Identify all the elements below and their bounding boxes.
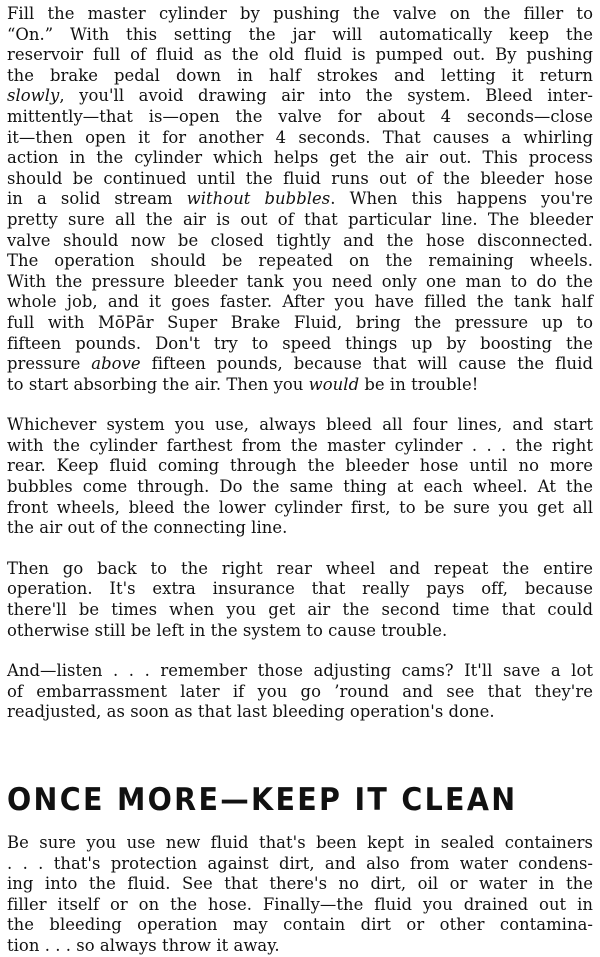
paragraph-repeat-operation (7, 559, 593, 641)
text-line: valve should now be closed tightly and the hose disconnected. (7, 230, 593, 250)
text-line: there'll be times when you get air the second time that could (7, 600, 593, 620)
text-line: of embarrassment later if you go ’round and see that they're (7, 681, 593, 701)
text-line: slowly, you'll avoid drawing air into the system. Bleed inter- (7, 86, 593, 106)
text-line: in a solid stream without bubbles. When this happens you're (7, 189, 593, 209)
text-line: full with MōPār Super Brake Fluid, bring the pressure up to (7, 312, 593, 332)
text-line: Fill the master cylinder by pushing the valve on the filler to (7, 4, 593, 23)
text-line: The operation should be repeated on the remaining wheels. (7, 251, 593, 271)
text-line: whole job, and it goes faster. After you have filled the tank half (7, 292, 593, 312)
paragraph-keep-clean (7, 833, 593, 957)
text-line: the brake pedal down in half strokes and letting it return (7, 65, 593, 85)
text-line: pressure above fifteen pounds, because that will cause the fluid (7, 354, 593, 374)
text-line: And—listen . . . remember those adjusting cams? It'll save a lot (7, 661, 593, 681)
emphasized-word: above (91, 354, 141, 374)
text-line: it—then open it for another 4 seconds. That causes a whirling (7, 127, 593, 147)
document-page (7, 4, 593, 957)
paragraph-gap (7, 395, 593, 415)
text-line: Be sure you use new fluid that's been kept in sealed containers (7, 833, 593, 852)
text-line: should be continued until the fluid runs out of the bleeder hose (7, 168, 593, 188)
paragraph-gap (7, 539, 593, 559)
text-line: With the pressure bleeder tank you need only one man to do the (7, 271, 593, 291)
text-line: pretty sure all the air is out of that particular line. The bleeder (7, 209, 593, 229)
text-line: otherwise still be left in the system to cause trouble. (7, 620, 448, 640)
text-line: . . . that's protection against dirt, and also from water condens- (7, 853, 593, 873)
text-line: front wheels, bleed the lower cylinder first, to be sure you get all (7, 497, 593, 517)
text-line: to start absorbing the air. Then you would be in trouble! (7, 374, 479, 394)
section-heading: ONCE MORE—KEEP IT CLEAN (7, 782, 518, 818)
paragraph-bleeding-procedure (7, 4, 593, 395)
text-line: tion . . . so always throw it away. (7, 935, 280, 955)
text-line: mittently—that is—open the valve for about 4 seconds—close (7, 106, 593, 126)
text-line: readjusted, as soon as that last bleeding operation's done. (7, 702, 495, 722)
text-line: bubbles come through. Do the same thing at each wheel. At the (7, 477, 593, 497)
paragraph-adjusting-cams (7, 661, 593, 723)
text-line: action in the cylinder which helps get the air out. This process (7, 148, 593, 168)
text-line: with the cylinder farthest from the master cylinder . . . the right (7, 435, 593, 455)
text-line: “On.” With this setting the jar will automatically keep the (7, 24, 593, 44)
text-line: ing into the fluid. See that there's no dirt, oil or water in the (7, 874, 593, 894)
emphasized-word: without bubbles (186, 189, 331, 209)
text-line: the bleeding operation may contain dirt or other contamina- (7, 915, 593, 935)
text-line: Then go back to the right rear wheel and repeat the entire (7, 558, 593, 578)
text-line: the air out of the connecting line. (7, 518, 288, 538)
text-line: Whichever system you use, always bleed all four lines, and start (7, 415, 593, 435)
paragraph-gap (7, 641, 593, 661)
text-line: reservoir full of fluid as the old fluid is pumped out. By pushing (7, 45, 593, 65)
emphasized-word: would (308, 374, 360, 394)
text-line: rear. Keep fluid coming through the bleeder hose until no more (7, 456, 593, 476)
text-line: filler itself or on the hose. Finally—the fluid you drained out in (7, 894, 593, 914)
emphasized-word: slowly (7, 86, 60, 106)
text-line: fifteen pounds. Don't try to speed things up by boosting the (7, 333, 593, 353)
text-line: operation. It's extra insurance that really pays off, because (7, 579, 593, 599)
paragraph-bleed-all-lines (7, 415, 593, 539)
